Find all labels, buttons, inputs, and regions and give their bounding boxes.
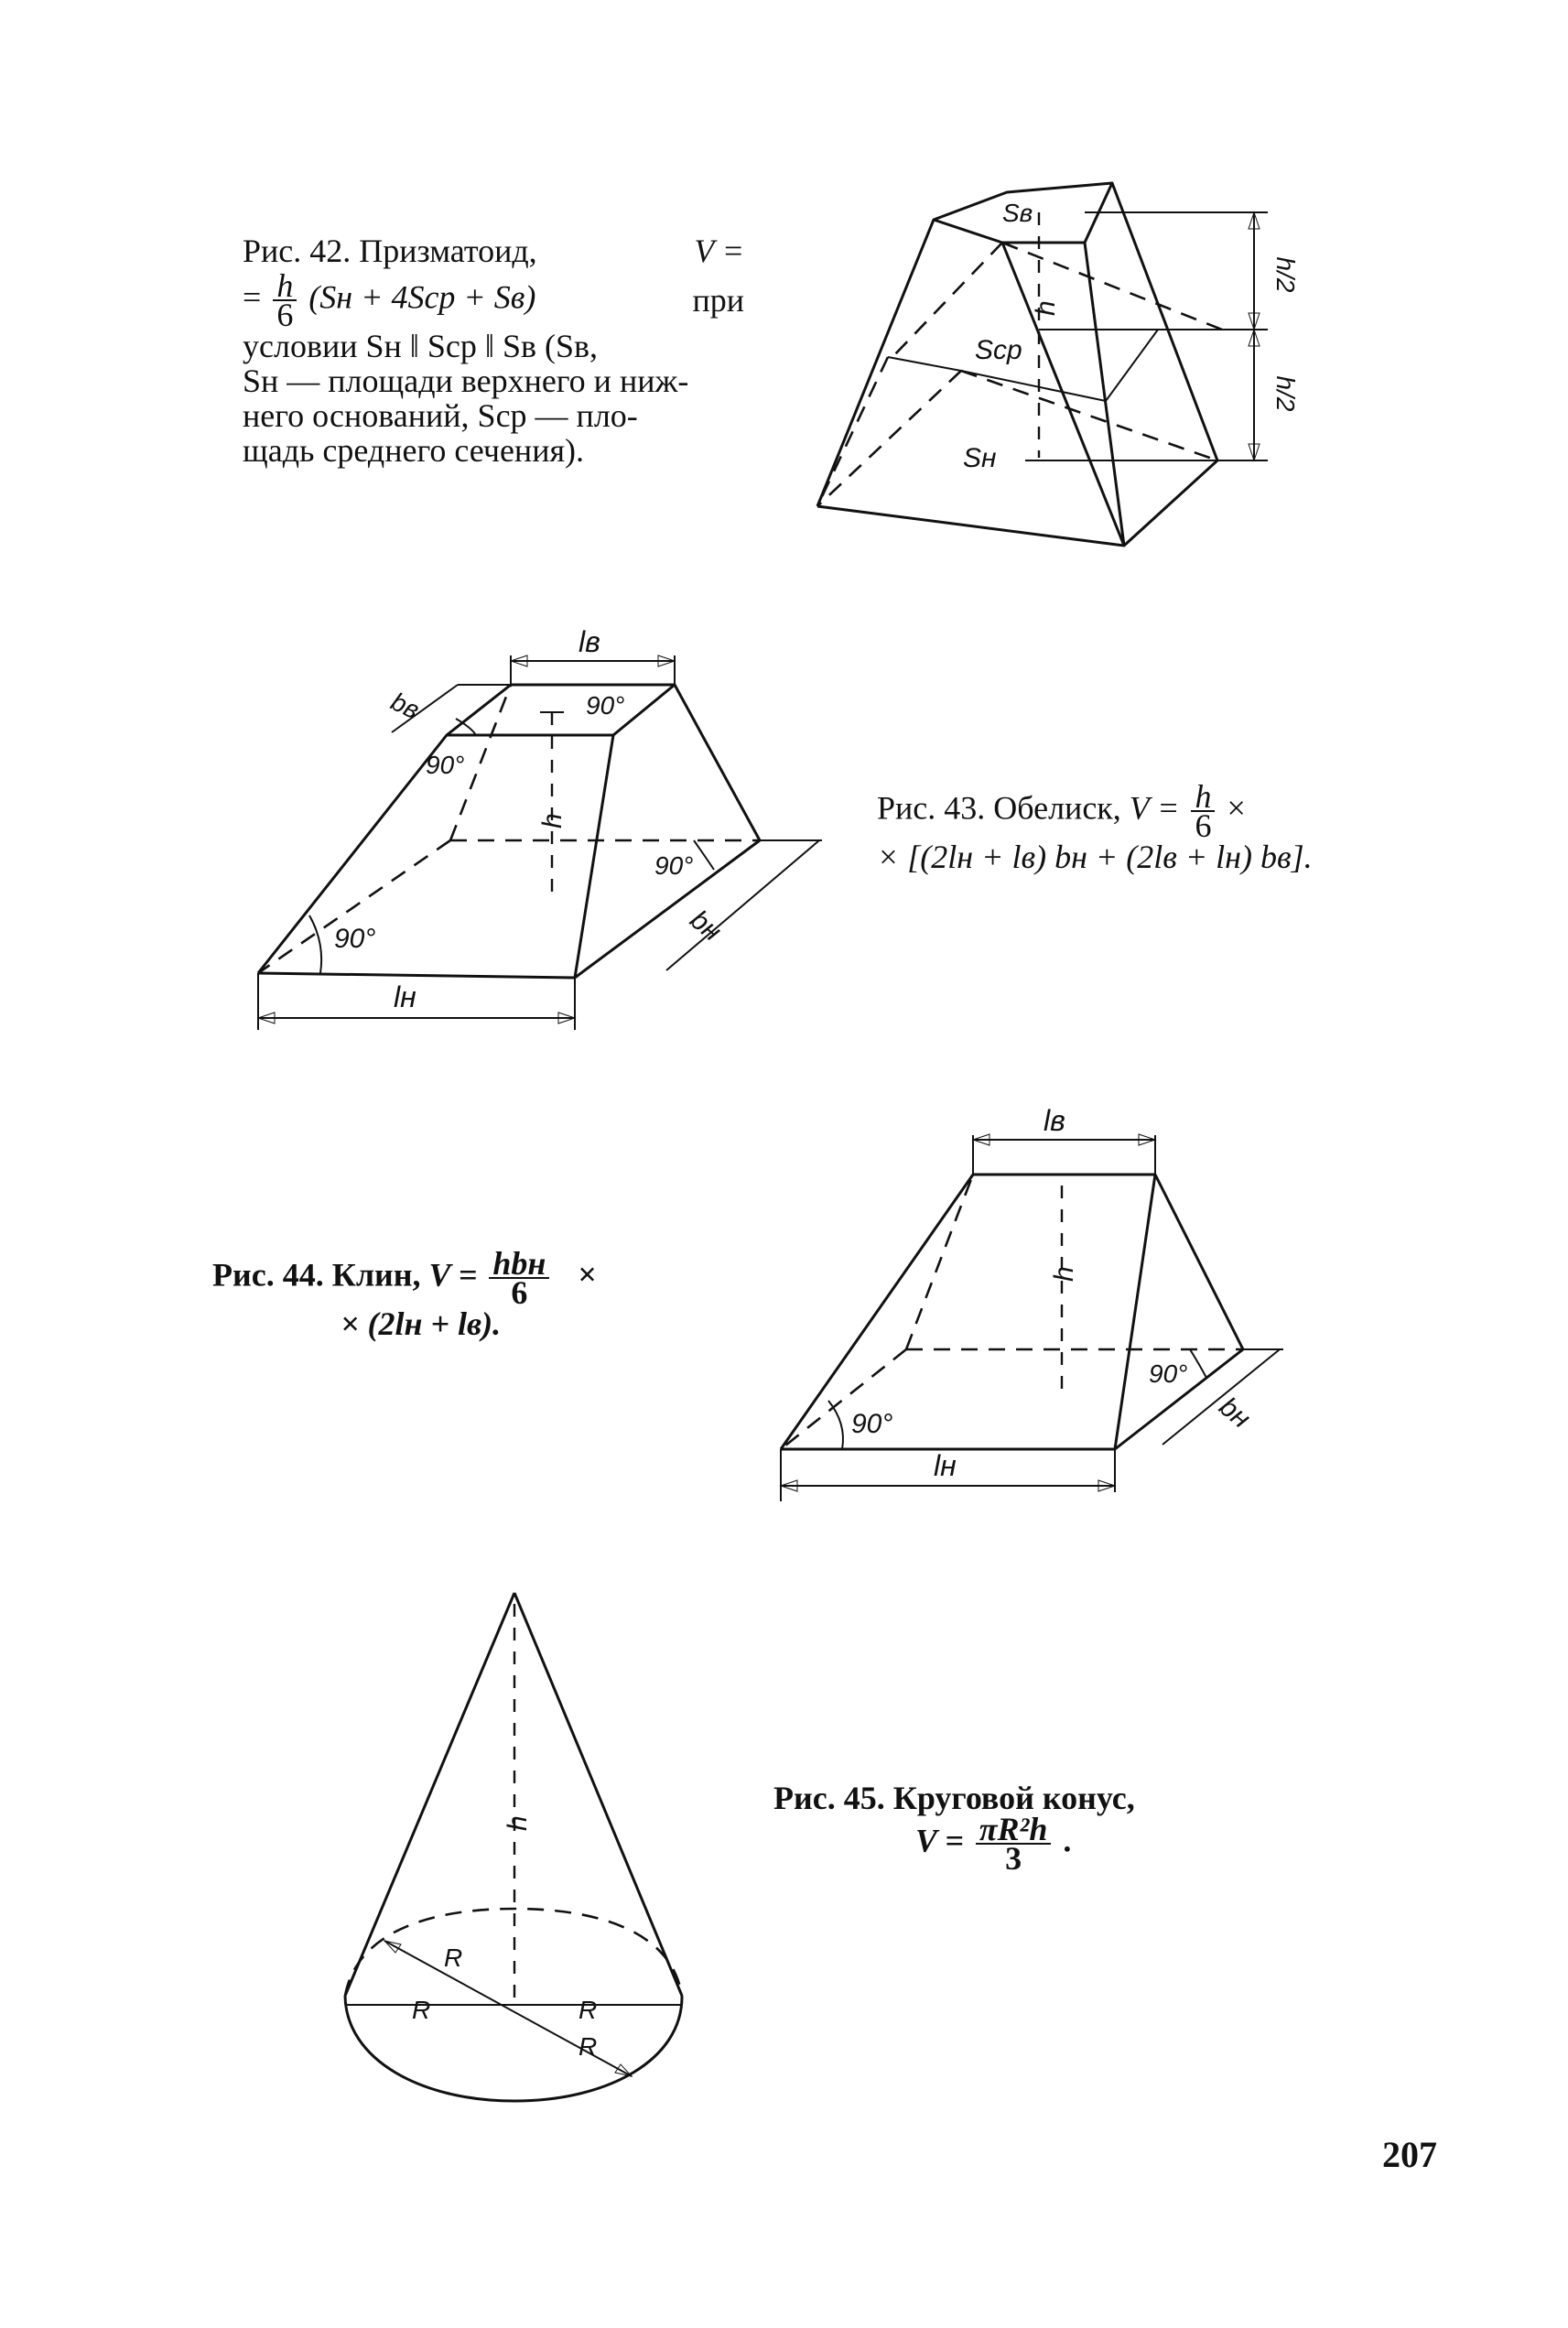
page-number: 207 xyxy=(1382,2134,1437,2175)
fig44-label-angle-bottom: 90° xyxy=(851,1409,893,1439)
fig44-angle-arc-right xyxy=(1190,1349,1206,1378)
fig43-edge-right xyxy=(675,685,760,840)
fig45-slant-right xyxy=(514,1593,682,1996)
fig42-label-s-top: Sв xyxy=(1002,199,1033,227)
fig43-fraction xyxy=(1191,778,1215,844)
fig45-frac-den: 3 xyxy=(1005,1840,1022,1877)
fig44-wedge-drawing xyxy=(781,1104,1283,1501)
fig44-caption-line1 xyxy=(212,1245,597,1311)
fig42-label-h: h xyxy=(1031,300,1061,316)
fig44-caption xyxy=(212,1245,597,1342)
fig43-caption xyxy=(877,778,1313,875)
fig42-caption-line4: Sн — площади верхнего и ниж- xyxy=(243,363,689,399)
fig42-label-s-mid: Sср xyxy=(975,335,1022,365)
fig42-edge-right xyxy=(1112,183,1217,460)
fig43-bottom-front xyxy=(258,973,575,978)
fig44-edge-front xyxy=(1115,1175,1155,1449)
fig44-caption-line2: × (2lн + lв). xyxy=(341,1305,502,1342)
fig44-caption-title: Рис. 44. Клин, xyxy=(212,1256,421,1294)
fig43-label-b-top: bв xyxy=(386,687,424,725)
fig45-frac-num: πR²h xyxy=(976,1815,1051,1845)
fig45-caption-dot: . xyxy=(1063,1822,1072,1859)
fig42-frac-den: 6 xyxy=(276,297,294,333)
fig43-caption-title: Рис. 43. Обелиск, xyxy=(877,789,1121,827)
fig42-hidden-3 xyxy=(817,371,961,506)
fig43-angle-arc-right xyxy=(694,840,714,870)
fig43-label-l-top: lв xyxy=(579,625,600,658)
fig45-slant-left xyxy=(345,1593,514,1996)
fig45-caption-v: V = xyxy=(915,1822,964,1859)
fig42-caption-line6: щадь среднего сечения). xyxy=(243,432,585,469)
fig43-edge-front xyxy=(575,735,613,978)
fig45-label-r-2: R xyxy=(412,1996,431,2024)
fig42-caption-title: Рис. 42. Призматоид, xyxy=(243,233,537,269)
fig42-frac-num: h xyxy=(273,272,297,301)
fig42-label-h2-bot: h/2 xyxy=(1271,375,1300,412)
fig44-frac-num: hbн xyxy=(489,1250,549,1279)
fig43-frac-num: h xyxy=(1191,783,1215,812)
fig44-label-angle-right: 90° xyxy=(1149,1359,1188,1388)
fig45-caption xyxy=(773,1780,1135,1877)
fig42-dimension-lines xyxy=(1025,212,1268,460)
fig44-caption-v: V = xyxy=(428,1256,478,1294)
fig44-caption-times: × xyxy=(578,1256,597,1294)
fig44-label-l-bot: lн xyxy=(934,1449,957,1482)
fig44-edge-left xyxy=(781,1175,973,1449)
fig43-label-l-bot: lн xyxy=(394,980,416,1013)
fig42-caption-line3: условии Sн ‖ Sср ‖ Sв (Sв, xyxy=(243,328,599,364)
fig44-fraction xyxy=(489,1245,549,1311)
fig42-caption-pri: при xyxy=(692,282,744,319)
fig44-label-b-bot: bн xyxy=(1213,1391,1257,1435)
fig44-hidden-up xyxy=(906,1175,973,1349)
fig42-caption-sum: (Sн + 4Sср + Sв) xyxy=(308,278,536,316)
fig43-label-angle-top-right: 90° xyxy=(586,691,625,720)
fig45-fraction xyxy=(976,1811,1051,1877)
fig42-edge-front-left xyxy=(1002,243,1124,546)
fig43-top-face xyxy=(447,685,675,735)
fig43-caption-line1 xyxy=(877,778,1313,844)
fig43-caption-line2: × [(2lн + lв) bн + (2lв + lн) bв]. xyxy=(877,839,1313,875)
fig42-hidden-5 xyxy=(817,357,888,506)
fig42-bottom-front xyxy=(817,460,1217,546)
fig43-label-angle-right: 90° xyxy=(654,851,694,880)
fig45-label-h: h xyxy=(503,1815,533,1831)
fig42-mid-section xyxy=(888,330,1158,401)
fig44-label-l-top: lв xyxy=(1044,1104,1065,1137)
fig44-edge-right xyxy=(1155,1175,1243,1349)
fig44-frac-den: 6 xyxy=(511,1274,528,1311)
fig43-label-b-bot: bн xyxy=(684,904,728,947)
fig42-hidden-4 xyxy=(961,371,1217,460)
fig42-caption-v: V = xyxy=(694,233,744,269)
fig45-caption-line2 xyxy=(773,1811,1135,1877)
fig43-label-h: h xyxy=(537,813,568,828)
fig43-obelisk-drawing xyxy=(258,625,822,1030)
fig45-cone-drawing xyxy=(345,1593,682,2101)
fig44-angle-arc-bottom xyxy=(828,1401,843,1449)
fig42-caption-eq: = xyxy=(243,278,262,316)
fig42-caption-line5: него оснований, Sср — пло- xyxy=(243,397,638,434)
fig43-label-angle-top-left: 90° xyxy=(426,751,465,779)
fig43-caption-v: V = xyxy=(1129,789,1180,827)
fig43-angle-arc-bottom xyxy=(309,915,321,973)
fig45-label-r-4: R xyxy=(579,2032,598,2061)
fig43-caption-times: × xyxy=(1227,789,1246,827)
fig43-label-angle-bottom: 90° xyxy=(334,924,376,954)
fig43-frac-den: 6 xyxy=(1195,807,1212,844)
fig45-label-r-1: R xyxy=(444,1944,463,1972)
fig42-label-h2-top: h/2 xyxy=(1271,256,1300,293)
fig45-caption-line1: Рис. 45. Круговой конус, xyxy=(773,1780,1135,1816)
fig44-label-h: h xyxy=(1049,1266,1079,1282)
fig42-label-s-bot: Sн xyxy=(963,443,997,473)
fig45-label-r-3: R xyxy=(579,1996,598,2024)
